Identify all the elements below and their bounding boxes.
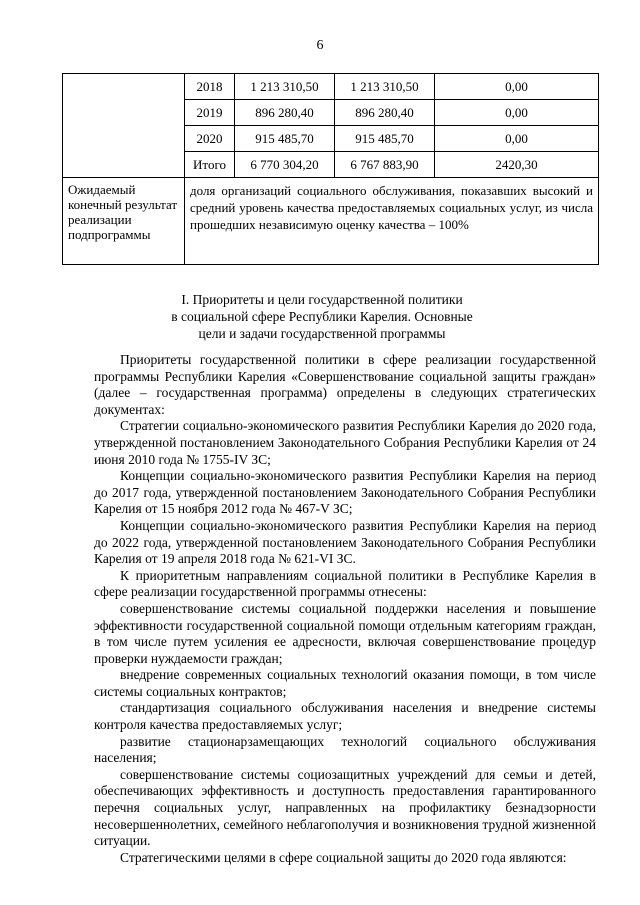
amount-cell: 0,00 [435, 126, 599, 152]
paragraph: стандартизация социального обслуживания населения и внедрение системы контроля качества предоставляемых услуг; [94, 700, 596, 733]
amount-cell: 0,00 [435, 74, 599, 100]
paragraph: Стратегическими целями в сфере социальной защиты до 2020 года являются: [120, 849, 567, 865]
table-row [63, 74, 599, 100]
paragraph: Концепции социально-экономического развития Республики Карелия на период до 2017 года, утвержденной постановлением Законодательного Собрания Республики Карелия от 15 ноября 2012 года № 467-V ЗС; [94, 468, 596, 517]
amount-cell: 6 770 304,20 [235, 152, 335, 178]
paragraph: К приоритетным направлениям социальной политики в Республике Карелия в сфере реализации государственной программы отнесены: [94, 567, 596, 600]
amount-cell: 2420,30 [435, 152, 599, 178]
section-heading-line: цели и задачи государственной программы [198, 326, 446, 341]
page-number: 6 [316, 38, 324, 53]
paragraph: совершенствование системы социальной поддержки населения и повышение эффективности государственной социальной помощи отдельным категориям граждан, в том числе путем усиления ее адресности, включая совершенствование процедур проверки нуждаемости граждан; [94, 600, 596, 666]
year-cell: 2018 [185, 74, 235, 100]
amount-cell: 1 213 310,50 [235, 74, 335, 100]
section-heading [150, 291, 494, 342]
paragraph: Приоритеты государственной политики в сфере реализации государственной программы Республики Карелия «Совершенствование социальной защиты граждан» (далее – государственная программа) определены в следующих стратегических документах: [94, 352, 596, 417]
result-text-cell: доля организаций социального обслуживания, показавших высокий и средний уровень качества предоставляемых социальных услуг, из числа прошедших независимую оценку качества – 100% [185, 178, 599, 265]
amount-cell: 896 280,40 [335, 100, 435, 126]
paragraph: внедрение современных социальных технологий оказания помощи, в том числе системы социальных контрактов; [94, 667, 596, 699]
year-cell: 2019 [185, 100, 235, 126]
amount-cell: 915 485,70 [335, 126, 435, 152]
amount-cell: 915 485,70 [235, 126, 335, 152]
amount-cell: 1 213 310,50 [335, 74, 435, 100]
amount-cell: 896 280,40 [235, 100, 335, 126]
paragraph: совершенствование системы социозащитных учреждений для семьи и детей, обеспечивающих эффективность и доступность предоставления гарантированного перечня социальных услуг, направленных на профилактику безнадзорности несовершеннолетних, семейного неблагополучия и возникновения трудной жизненной ситуации. [94, 766, 596, 849]
paragraph: Стратегии социально-экономического развития Республики Карелия до 2020 года, утвержденной постановлением Законодательного Собрания Республики Карелия от 24 июня 2010 года № 1755-IV ЗС; [94, 418, 596, 467]
amount-cell: 0,00 [435, 100, 599, 126]
paragraph: развитие стационарзамещающих технологий социального обслуживания населения; [94, 733, 596, 766]
section-heading-line: в социальной сфере Республики Карелия. Основные [171, 309, 473, 324]
amount-cell: 6 767 883,90 [335, 152, 435, 178]
total-label-cell: Итого [185, 152, 235, 178]
body-text [94, 352, 596, 866]
result-label-cell: Ожидаемый конечный результат реализации подпрограммы [63, 178, 185, 265]
budget-table [62, 73, 599, 265]
year-cell: 2020 [185, 126, 235, 152]
empty-label-cell [63, 74, 185, 178]
section-heading-line: I. Приоритеты и цели государственной политики [181, 292, 463, 307]
table-row-result [63, 178, 599, 265]
paragraph: Концепции социально-экономического развития Республики Карелия на период до 2022 года, утвержденной постановлением Законодательного Собрания Республики Карелия от 19 апреля 2018 года № 621-VI ЗС. [94, 517, 596, 567]
